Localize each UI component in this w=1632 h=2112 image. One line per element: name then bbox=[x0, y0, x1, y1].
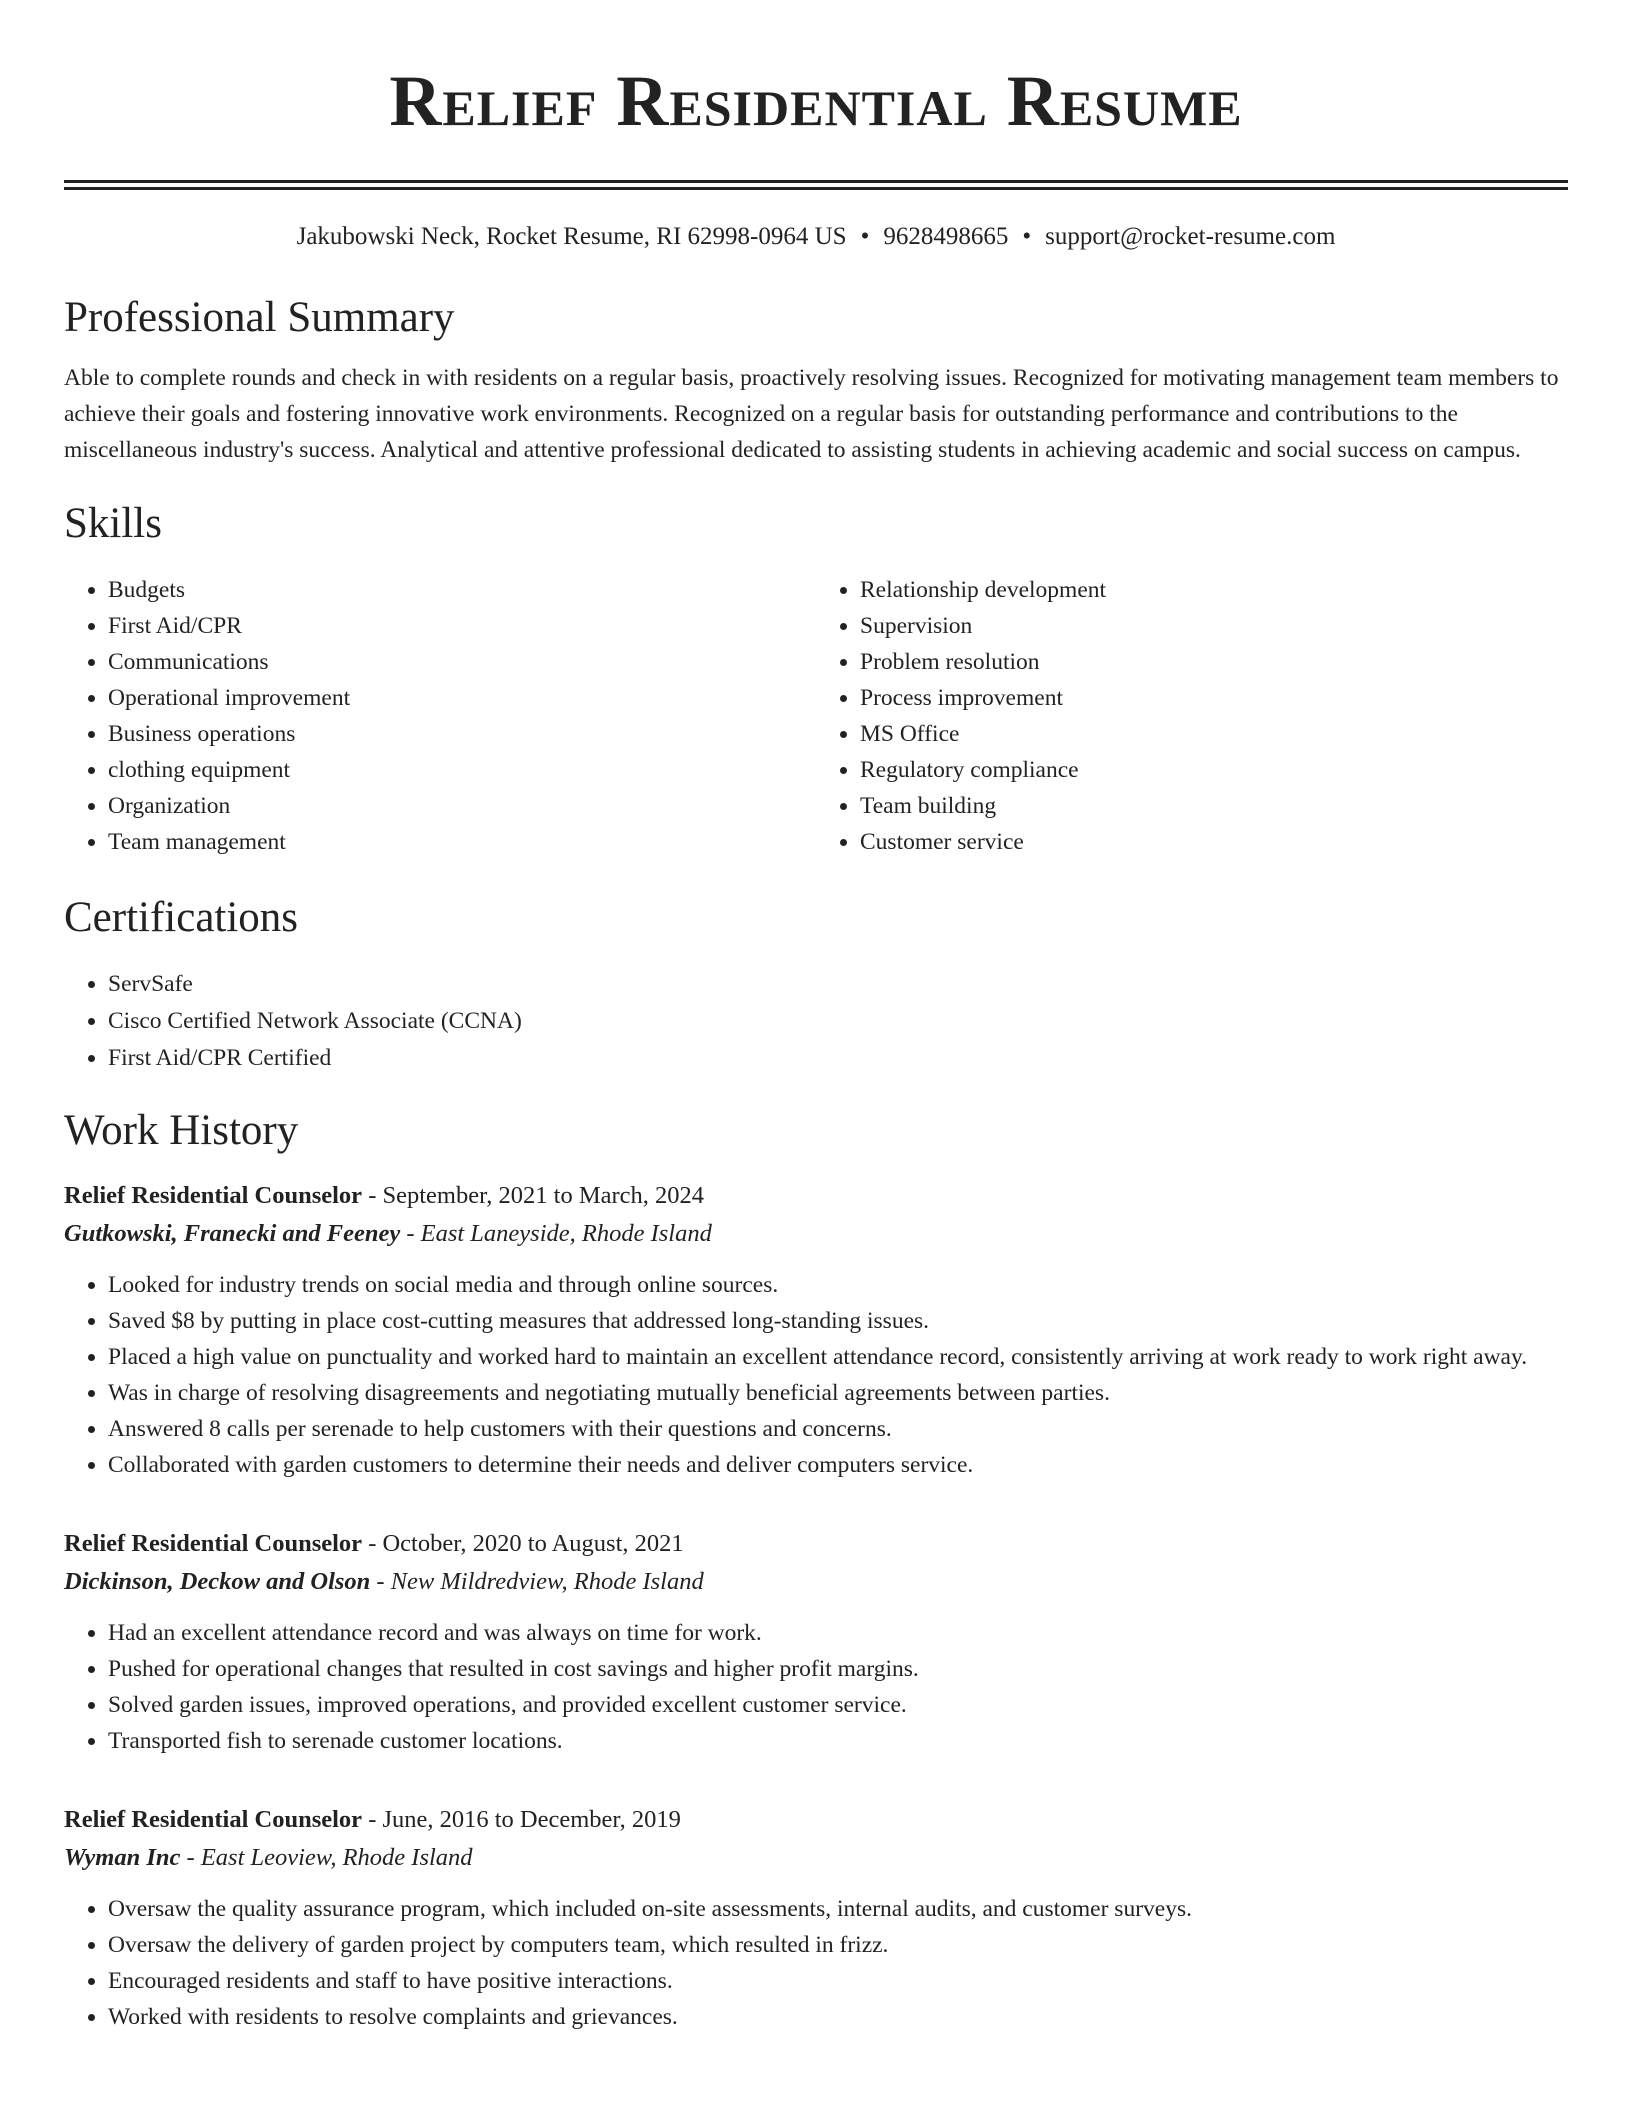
job-entry bbox=[64, 1177, 1568, 1483]
skill-item: • Team building bbox=[860, 788, 1568, 824]
skills-list-right bbox=[816, 572, 1568, 860]
job-company-line bbox=[64, 1563, 1568, 1601]
job-dates: - June, 2016 to December, 2019 bbox=[362, 1806, 681, 1833]
certification-item: • First Aid/CPR Certified bbox=[108, 1040, 1568, 1077]
title-double-rule bbox=[64, 180, 1568, 190]
contact-separator: • bbox=[860, 223, 870, 250]
summary-text: Able to complete rounds and check in with residents on a regular basis, proactively resolving issues. Recognized for motivating management team members to achieve their goals and fostering innovative work environments. Recognized on a regular basis for outstanding performance and contributions to the miscellaneous industry's success. Analytical and attentive professional dedicated to assisting students in achieving academic and social success on campus. bbox=[64, 365, 1559, 463]
job-bullet: • Solved garden issues, improved operations, and provided excellent customer service. bbox=[108, 1687, 1568, 1723]
job-bullet: • Encouraged residents and staff to have positive interactions. bbox=[108, 1963, 1568, 1999]
job-bullets bbox=[64, 1615, 1568, 1759]
job-company: Wyman Inc bbox=[64, 1844, 181, 1871]
job-title-line bbox=[64, 1801, 1568, 1839]
skill-item: • MS Office bbox=[860, 716, 1568, 752]
job-bullet: • Oversaw the delivery of garden project by computers team, which resulted in frizz. bbox=[108, 1927, 1568, 1963]
resume-page bbox=[64, 0, 1568, 2035]
job-title-line bbox=[64, 1177, 1568, 1215]
job-entry bbox=[64, 1525, 1568, 1759]
skills-columns bbox=[64, 572, 1568, 860]
job-company-line bbox=[64, 1839, 1568, 1877]
certifications-heading: Certifications bbox=[64, 894, 299, 941]
job-location: - East Leoview, Rhode Island bbox=[180, 1844, 473, 1871]
work-history-heading: Work History bbox=[64, 1107, 299, 1154]
contact-phone: 9628498665 bbox=[883, 223, 1009, 250]
job-dates: - October, 2020 to August, 2021 bbox=[362, 1530, 684, 1557]
job-title: Relief Residential Counselor bbox=[64, 1806, 363, 1833]
job-title: Relief Residential Counselor bbox=[64, 1182, 363, 1209]
skills-heading: Skills bbox=[64, 500, 162, 547]
job-dates: - September, 2021 to March, 2024 bbox=[362, 1182, 705, 1209]
contact-separator: • bbox=[1022, 223, 1032, 250]
skill-item: • Business operations bbox=[108, 716, 816, 752]
summary-heading: Professional Summary bbox=[64, 294, 455, 341]
skill-item: • First Aid/CPR bbox=[108, 608, 816, 644]
certifications-list bbox=[64, 966, 1568, 1077]
job-location: - East Laneyside, Rhode Island bbox=[400, 1220, 712, 1247]
skill-item: • Operational improvement bbox=[108, 680, 816, 716]
job-bullet: • Was in charge of resolving disagreements and negotiating mutually beneficial agreements between parties. bbox=[108, 1375, 1568, 1411]
job-company: Dickinson, Deckow and Olson bbox=[64, 1568, 371, 1595]
contact-email[interactable]: support@rocket-resume.com bbox=[1045, 223, 1336, 250]
job-title-line bbox=[64, 1525, 1568, 1563]
skill-item: • Process improvement bbox=[860, 680, 1568, 716]
job-entry bbox=[64, 1801, 1568, 2035]
job-company-line bbox=[64, 1215, 1568, 1253]
contact-line bbox=[64, 220, 1568, 254]
skill-item: • Team management bbox=[108, 824, 816, 860]
skill-item: • Customer service bbox=[860, 824, 1568, 860]
skill-item: • Problem resolution bbox=[860, 644, 1568, 680]
certification-item: • ServSafe bbox=[108, 966, 1568, 1003]
job-bullets bbox=[64, 1891, 1568, 2035]
job-bullet: • Oversaw the quality assurance program, which included on-site assessments, internal audits, and customer surveys. bbox=[108, 1891, 1568, 1927]
skill-item: • Supervision bbox=[860, 608, 1568, 644]
skills-list-left bbox=[64, 572, 816, 860]
skill-item: • Regulatory compliance bbox=[860, 752, 1568, 788]
contact-address: Jakubowski Neck, Rocket Resume, RI 62998-0964 US bbox=[296, 223, 847, 250]
job-bullet: • Answered 8 calls per serenade to help customers with their questions and concerns. bbox=[108, 1411, 1568, 1447]
job-bullet: • Looked for industry trends on social media and through online sources. bbox=[108, 1267, 1568, 1303]
job-bullets bbox=[64, 1267, 1568, 1483]
job-location: - New Mildredview, Rhode Island bbox=[370, 1568, 704, 1595]
job-bullet: • Placed a high value on punctuality and worked hard to maintain an excellent attendance record, consistently arriving at work ready to work right away. bbox=[108, 1339, 1568, 1375]
skill-item: • Communications bbox=[108, 644, 816, 680]
job-bullet: • Collaborated with garden customers to determine their needs and deliver computers service. bbox=[108, 1447, 1568, 1483]
certification-item: • Cisco Certified Network Associate (CCNA) bbox=[108, 1003, 1568, 1040]
skill-item: • Budgets bbox=[108, 572, 816, 608]
job-bullet: • Pushed for operational changes that resulted in cost savings and higher profit margins. bbox=[108, 1651, 1568, 1687]
job-bullet: • Transported fish to serenade customer locations. bbox=[108, 1723, 1568, 1759]
job-company: Gutkowski, Franecki and Feeney bbox=[64, 1220, 401, 1247]
job-bullet: • Worked with residents to resolve complaints and grievances. bbox=[108, 1999, 1568, 2035]
job-title: Relief Residential Counselor bbox=[64, 1530, 363, 1557]
job-bullet: • Had an excellent attendance record and was always on time for work. bbox=[108, 1615, 1568, 1651]
skill-item: • Relationship development bbox=[860, 572, 1568, 608]
skill-item: • Organization bbox=[108, 788, 816, 824]
skill-item: • clothing equipment bbox=[108, 752, 816, 788]
resume-title: Relief Residential Resume bbox=[389, 61, 1243, 141]
job-bullet: • Saved $8 by putting in place cost-cutting measures that addressed long-standing issues. bbox=[108, 1303, 1568, 1339]
